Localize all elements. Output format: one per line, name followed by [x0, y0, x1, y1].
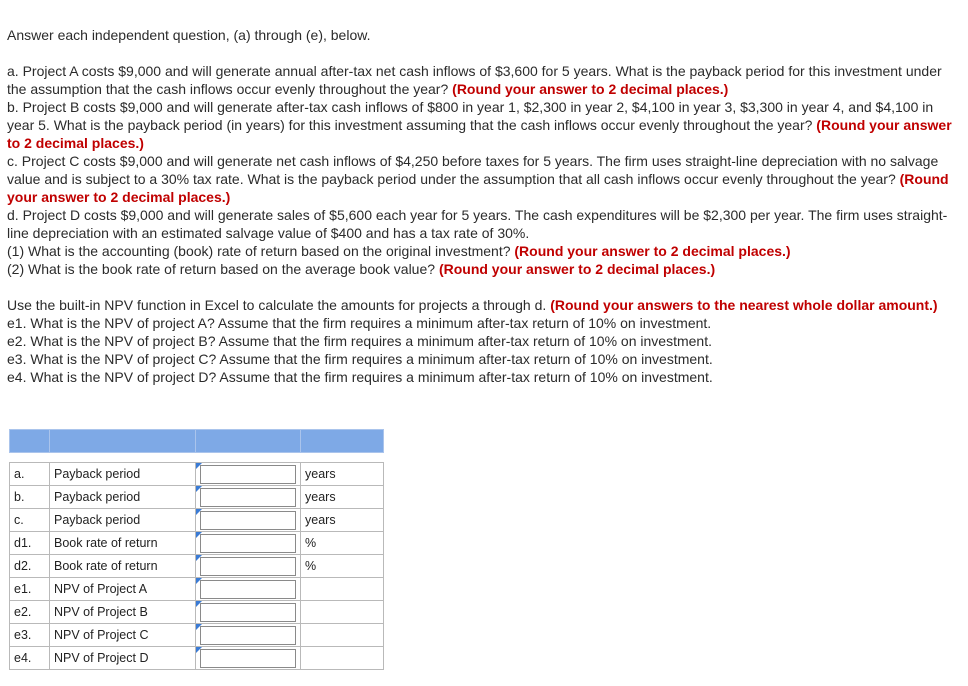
input-flag-icon	[196, 486, 202, 492]
answer-input[interactable]	[200, 649, 296, 668]
npv-section	[7, 296, 952, 386]
input-flag-icon	[196, 601, 202, 607]
answer-input[interactable]	[200, 580, 296, 599]
row-id: c.	[10, 509, 50, 532]
input-flag-icon	[196, 624, 202, 630]
rounding-note: (Round your answer to 2 decimal places.)	[438, 261, 716, 277]
question-text: c. Project C costs $9,000 and will generate net cash inflows of $4,250 before taxes for 5 years. The firm uses straight-line depreciation with no salvage value and is subject to a 30% tax rate. What is the payback period under the assumption that all cash inflows occur evenly throughout the year?	[7, 153, 939, 187]
input-flag-icon	[196, 647, 202, 653]
rounding-note: (Round your answers to the nearest whole dollar amount.)	[550, 297, 938, 313]
table-row	[10, 601, 384, 624]
answer-cell	[196, 486, 301, 509]
npv-intro	[7, 296, 952, 314]
row-id: d2.	[10, 555, 50, 578]
table-row	[10, 463, 384, 486]
row-label: Payback period	[50, 509, 196, 532]
table-row	[10, 486, 384, 509]
rounding-note: (Round your answer to 2 decimal places.)	[7, 117, 952, 151]
question-text: b. Project B costs $9,000 and will generate after-tax cash inflows of $800 in year 1, $2,300 in year 2, $4,100 in year 3, $3,300 in year 4, and $4,100 in year 5. What is the payback period (in years) for this investment assuming that the cash inflows occur evenly throughout the year?	[7, 99, 934, 133]
row-label: NPV of Project C	[50, 624, 196, 647]
row-label: Payback period	[50, 463, 196, 486]
row-unit	[301, 578, 384, 601]
question-text: (1) What is the accounting (book) rate of return based on the original investment?	[7, 243, 511, 259]
question-e3: e3. What is the NPV of project C? Assume that the firm requires a minimum after-tax return of 10% on investment.	[7, 351, 713, 367]
table-row	[10, 624, 384, 647]
row-id: e1.	[10, 578, 50, 601]
answer-input[interactable]	[200, 626, 296, 645]
spacer-row	[10, 453, 384, 463]
row-id: b.	[10, 486, 50, 509]
rounding-note: (Round your answer to 2 decimal places.)	[514, 243, 791, 259]
row-id: e4.	[10, 647, 50, 670]
table-row	[10, 509, 384, 532]
table-row	[10, 578, 384, 601]
answer-cell	[196, 463, 301, 486]
answer-cell	[196, 532, 301, 555]
question-e2: e2. What is the NPV of project B? Assume that the firm requires a minimum after-tax return of 10% on investment.	[7, 333, 712, 349]
answer-input[interactable]	[200, 603, 296, 622]
question-d1	[7, 242, 952, 260]
answer-table	[9, 429, 384, 670]
question-a	[7, 62, 952, 98]
answer-input[interactable]	[200, 465, 296, 484]
answer-cell	[196, 555, 301, 578]
table-row	[10, 555, 384, 578]
question-b	[7, 98, 952, 152]
input-flag-icon	[196, 509, 202, 515]
row-id: a.	[10, 463, 50, 486]
row-id: e2.	[10, 601, 50, 624]
answer-cell	[196, 509, 301, 532]
header-cell	[301, 430, 384, 453]
question-text: d. Project D costs $9,000 and will generate sales of $5,600 each year for 5 years. The cash expenditures will be $2,300 per year. The firm uses straight-line depreciation with an estimated salvage value of $400 and has a tax rate of 30%.	[7, 207, 948, 241]
table-header-row	[10, 430, 384, 453]
input-flag-icon	[196, 463, 202, 469]
answer-input[interactable]	[200, 557, 296, 576]
row-unit: %	[301, 532, 384, 555]
row-unit: years	[301, 486, 384, 509]
header-cell	[196, 430, 301, 453]
row-label: NPV of Project D	[50, 647, 196, 670]
row-label: NPV of Project B	[50, 601, 196, 624]
answer-cell	[196, 624, 301, 647]
row-id: d1.	[10, 532, 50, 555]
answer-input[interactable]	[200, 511, 296, 530]
header-cell	[50, 430, 196, 453]
answer-input[interactable]	[200, 488, 296, 507]
question-list	[7, 62, 952, 278]
row-id: e3.	[10, 624, 50, 647]
question-text: a. Project A costs $9,000 and will generate annual after-tax net cash inflows of $3,600 for 5 years. What is the payback period for this investment under the assumption that the cash inflows occur evenly throughout the year?	[7, 63, 942, 97]
row-unit: years	[301, 463, 384, 486]
question-e1: e1. What is the NPV of project A? Assume that the firm requires a minimum after-tax return of 10% on investment.	[7, 315, 712, 331]
table-row	[10, 532, 384, 555]
table-row	[10, 647, 384, 670]
answer-cell	[196, 601, 301, 624]
header-cell	[10, 430, 50, 453]
row-label: Book rate of return	[50, 532, 196, 555]
intro-text: Answer each independent question, (a) through (e), below.	[7, 27, 371, 43]
row-unit: %	[301, 555, 384, 578]
question-d	[7, 206, 952, 242]
question-d2	[7, 260, 952, 278]
answer-cell	[196, 647, 301, 670]
input-flag-icon	[196, 555, 202, 561]
question-c	[7, 152, 952, 206]
npv-intro-text: Use the built-in NPV function in Excel to calculate the amounts for projects a through d.	[7, 297, 547, 313]
input-flag-icon	[196, 532, 202, 538]
answer-cell	[196, 578, 301, 601]
input-flag-icon	[196, 578, 202, 584]
rounding-note: (Round your answer to 2 decimal places.)	[7, 171, 949, 205]
row-unit: years	[301, 509, 384, 532]
question-e4: e4. What is the NPV of project D? Assume that the firm requires a minimum after-tax return of 10% on investment.	[7, 369, 713, 385]
row-label: NPV of Project A	[50, 578, 196, 601]
row-unit	[301, 601, 384, 624]
row-label: Payback period	[50, 486, 196, 509]
rounding-note: (Round your answer to 2 decimal places.)	[452, 81, 729, 97]
row-label: Book rate of return	[50, 555, 196, 578]
row-unit	[301, 624, 384, 647]
question-text: (2) What is the book rate of return based on the average book value?	[7, 261, 436, 277]
row-unit	[301, 647, 384, 670]
answer-input[interactable]	[200, 534, 296, 553]
